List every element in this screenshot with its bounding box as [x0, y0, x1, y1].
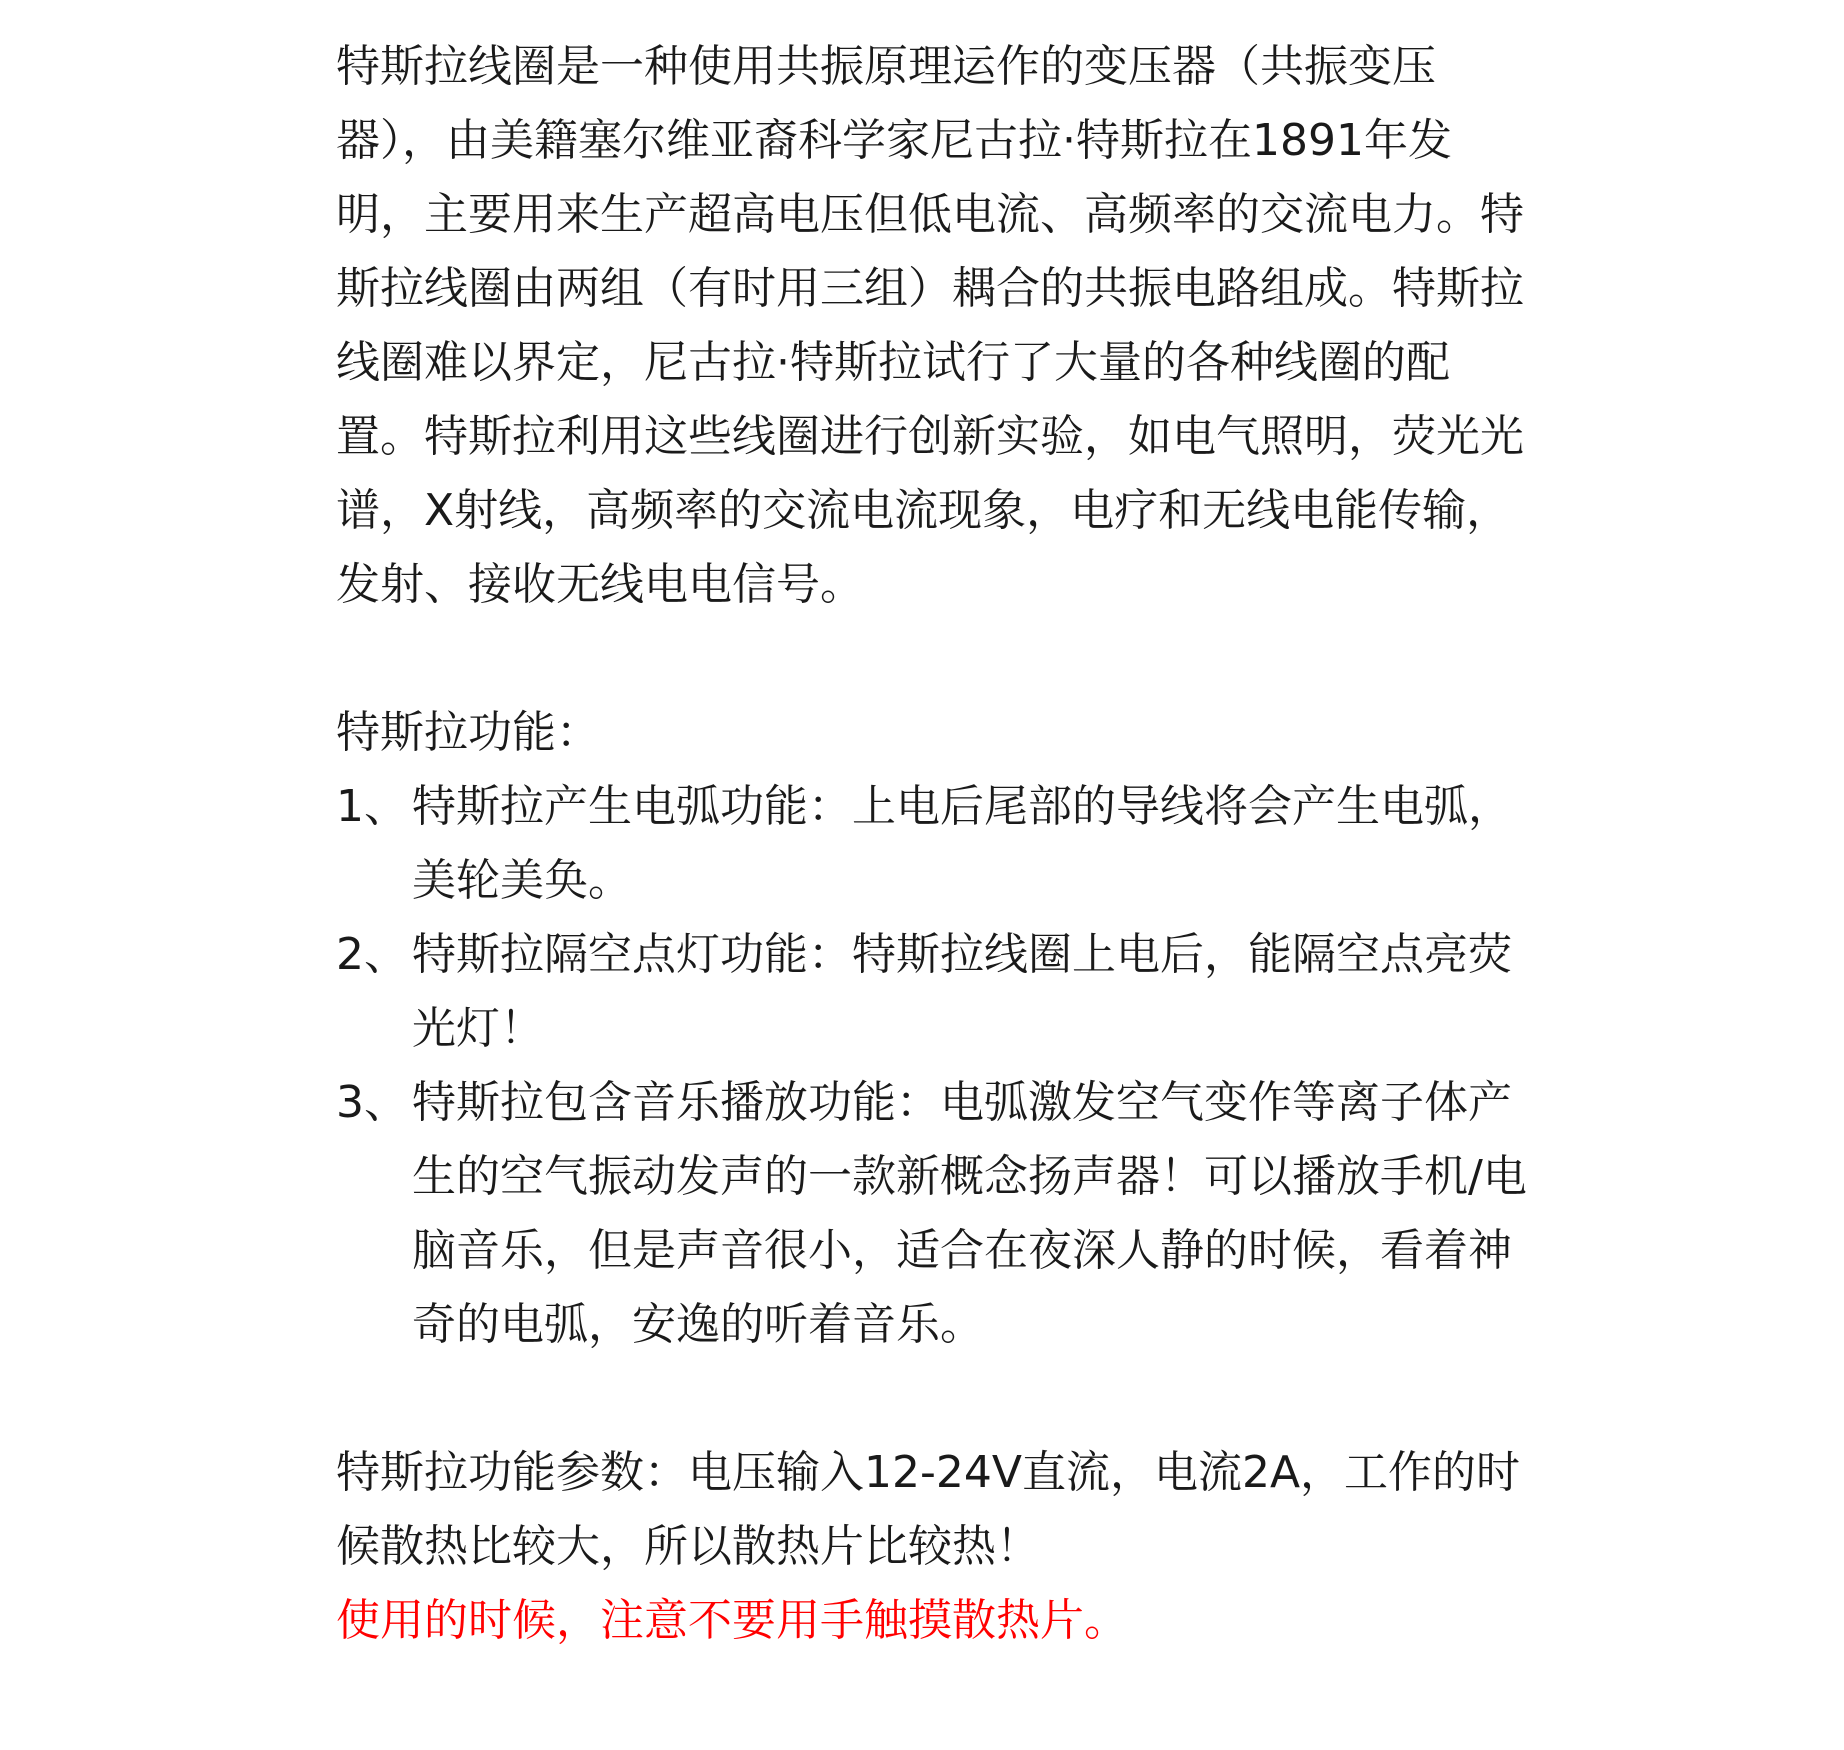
product-description: [336, 30, 1536, 1658]
parameters-paragraph: 特斯拉功能参数：电压输入12-24V直流，电流2A，工作的时候散热比较大，所以散热片比较热！: [336, 1447, 1521, 1572]
spacer: [336, 622, 1536, 696]
function-item-text: 特斯拉包含音乐播放功能：电弧激发空气变作等离子体产生的空气振动发声的一款新概念扬声器！可以播放手机/电脑音乐，但是声音很小，适合在夜深人静的时候，看着神奇的电弧，安逸的听着音乐。: [412, 1077, 1527, 1350]
function-item-number: 1、: [336, 781, 408, 832]
spacer: [336, 1362, 1536, 1436]
function-item-3: [336, 1066, 1536, 1362]
function-item-1: [336, 770, 1536, 918]
function-item-number: 3、: [336, 1077, 408, 1128]
intro-paragraph: 特斯拉线圈是一种使用共振原理运作的变压器（共振变压器），由美籍塞尔维亚裔科学家尼古拉·特斯拉在1891年发明，主要用来生产超高电压但低电流、高频率的交流电力。特斯拉线圈由两组（有时用三组）耦合的共振电路组成。特斯拉线圈难以界定，尼古拉·特斯拉试行了大量的各种线圈的配置。特斯拉利用这些线圈进行创新实验，如电气照明，荧光光谱，X射线，高频率的交流电流现象，电疗和无线电能传输，发射、接收无线电电信号。: [336, 41, 1524, 610]
function-item-number: 2、: [336, 929, 408, 980]
function-item-2: [336, 918, 1536, 1066]
safety-warning: 使用的时候，注意不要用手触摸散热片。: [336, 1595, 1128, 1646]
function-item-text: 特斯拉隔空点灯功能：特斯拉线圈上电后，能隔空点亮荧光灯！: [412, 929, 1512, 1054]
functions-list: [336, 770, 1536, 1362]
functions-heading: 特斯拉功能：: [336, 707, 600, 758]
function-item-text: 特斯拉产生电弧功能：上电后尾部的导线将会产生电弧，美轮美奂。: [412, 781, 1512, 906]
